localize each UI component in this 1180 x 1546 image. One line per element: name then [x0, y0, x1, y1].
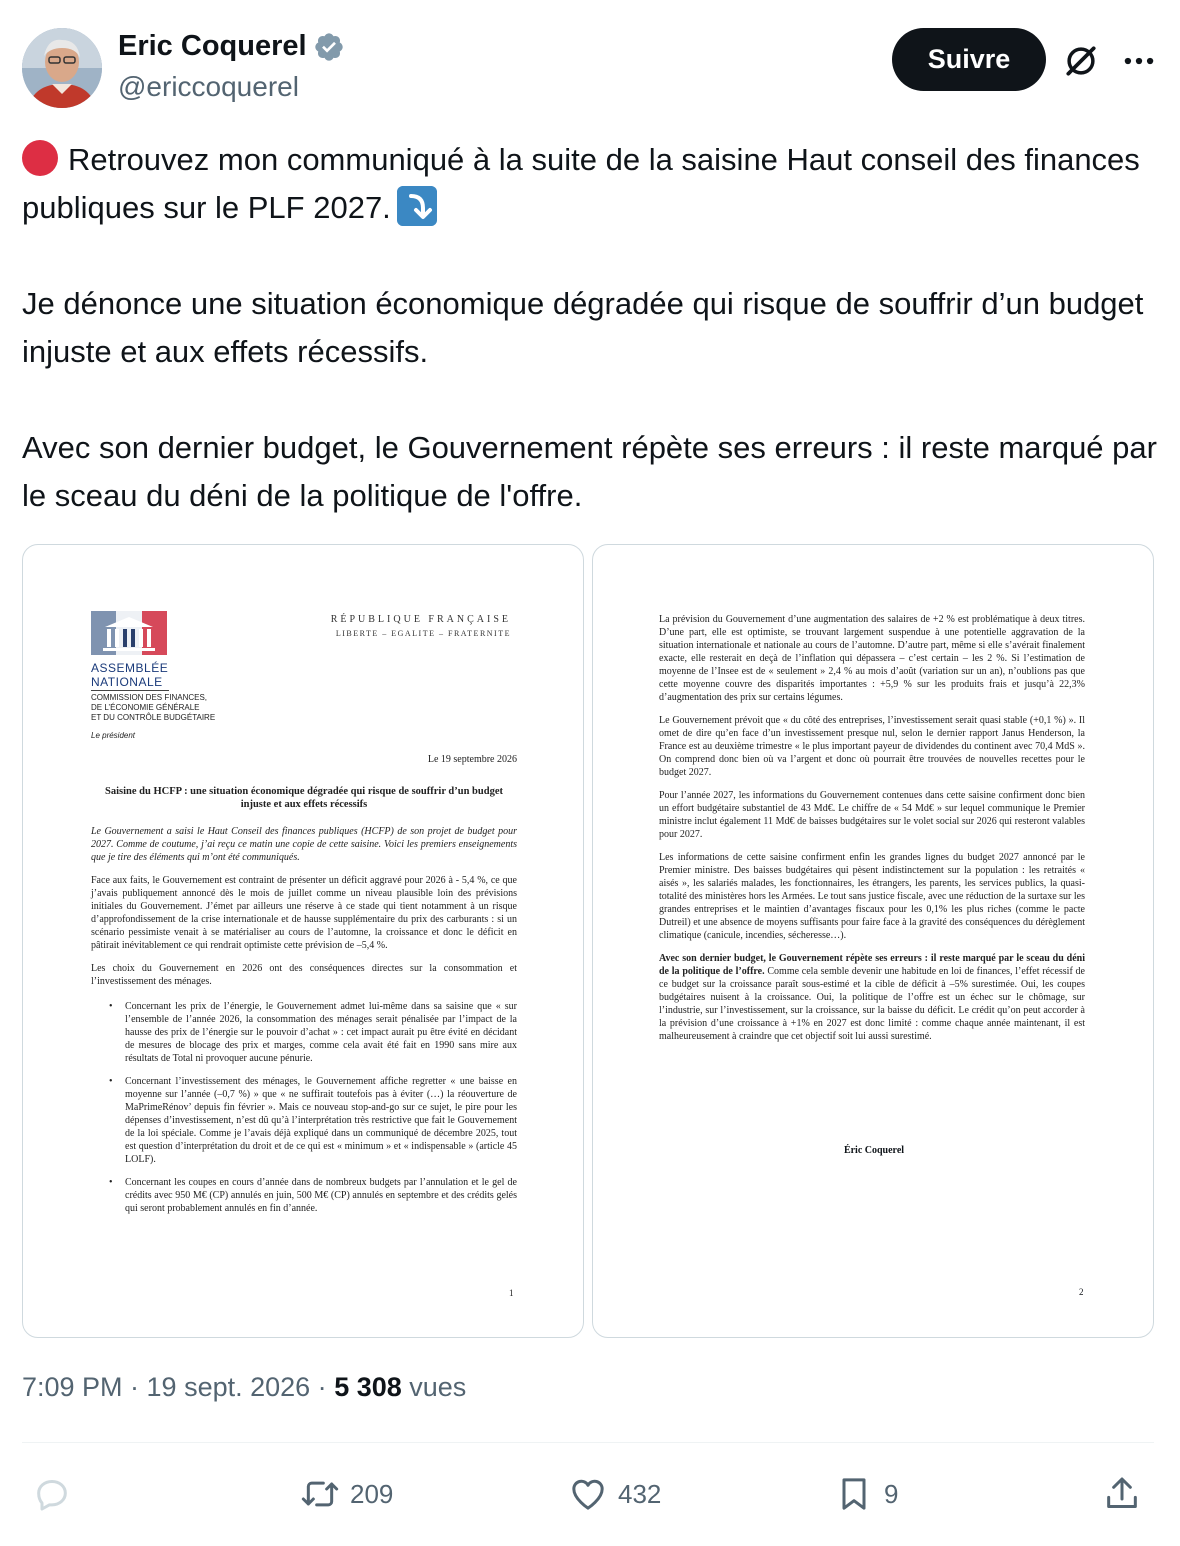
author-name[interactable]: Eric Coquerel: [118, 30, 307, 62]
views-count: 5 308: [334, 1372, 402, 1402]
bookmark-button[interactable]: [834, 1468, 898, 1520]
tweet-meta: [22, 1372, 466, 1403]
document-paragraph: Face aux faits, le Gouvernement est contraint de présenter un déficit aggravé pour 2026 à - 5,4 %, ce que j’avais publiquement annoncé dès le mois de juillet comme un niveau plausible loin des prévisions initiales du Gouvernement. J’émet par ailleurs une réserve à ce stade qui tient notamment à un risque d’approfondissement de la crise internationale et de hausse supplémentaire du prix des carburants : si un scénario pessimiste venait à se matérialiser au cours de l’automne, la croissance et donc le déficit en pâtirait inévitablement ce qui rendrait optimiste cette prévision de –5,4 %.: [91, 875, 517, 951]
conclusion-rest: Comme cela semble devenir une habitude en loi de finances, l’effet récessif de ce budget sur la croissance paraît sous-estimé et la cible de déficit à –5% surestimée. Oui, les coupes budgétaires nuisent à la croissance. Oui, la politique de l’offre est un échec sur le chômage, sur l’industrie, sur l’investissement, sur la croissance, sur la baisse du déficit. Le crédit qu’on peut accorder à la prévision d’une croissance à +1% en 2027 est donc limité : comme chaque année maintenant, il est malheureusement à craindre que cet objectif soit lui aussi surestimé.: [659, 966, 1085, 1042]
commission-name: [91, 693, 215, 723]
retweet-button[interactable]: [300, 1468, 393, 1520]
document-body-page-1: [91, 825, 517, 1215]
document-paragraph: Pour l’année 2027, les informations du Gouvernement contenues dans cette saisine confirment donc bien un effort budgétaire substantiel de 43 Md€. Le chiffre de « 54 Md€ » sur lequel communique le Premier ministre inclut également 11 Md€ de baisses budgétaires sur le volet social sur 2026 qui resteront valables pour 2027.: [659, 790, 1085, 840]
avatar[interactable]: [22, 28, 102, 108]
reply-icon: [32, 1474, 72, 1514]
page-number: 2: [1079, 1287, 1084, 1297]
more-options-icon[interactable]: [1120, 42, 1158, 80]
author-handle[interactable]: @ericcoquerel: [118, 71, 299, 102]
commission-line-3: ET DU CONTRÔLE BUDGÉTAIRE: [91, 713, 216, 722]
tweet-header: [22, 28, 1158, 108]
republique-motto: LIBERTE – EGALITE – FRATERNITE: [335, 629, 511, 638]
document-title: Saisine du HCFP : une situation économique dégradée qui risque de souffrir d’un budget injuste et aux effets récessifs: [105, 786, 503, 810]
verified-badge-icon[interactable]: [313, 31, 345, 63]
document-bullet: • Concernant l’investissement des ménages, le Gouvernement affiche regretter « une baisse en moyenne sur l’année (–0,7 %) » que « ne suffirait toutefois pas à éviter (…) la réouverture de MaPrimeRénov’ depuis fin février ». Mais ce nouveau stop-and-go sur ce sujet, le pire pour les dépenses d’investissement, n’est dû qu’à l’interprétation très restrictive que fait le Gouvernement de la loi spéciale. Comme je l’avais déjà expliqué dans un communiqué de décembre 2025, tout est question d’interprétation du droit et de ce qui est « minimum » et « indispensable » (article 45 LOLF).: [125, 1075, 517, 1166]
assemblee-name-line-2: NATIONALE: [91, 675, 163, 689]
tweet-timestamp[interactable]: 7:09 PM · 19 sept. 2026 ·: [22, 1372, 335, 1402]
retweet-count: 209: [350, 1478, 394, 1509]
document-paragraph: Les choix du Gouvernement en 2026 ont des conséquences directes sur la consommation et l’investissement des ménages.: [91, 963, 517, 987]
assemblee-nationale-logo: [91, 611, 171, 691]
document-bullet-list: [91, 1000, 517, 1215]
red-circle-emoji-icon: [22, 140, 58, 176]
commission-line-1: COMMISSION DES FINANCES,: [91, 693, 208, 702]
document-image-page-1[interactable]: [22, 544, 584, 1338]
document-paragraph: Les informations de cette saisine confirment enfin les grandes lignes du budget 2027 annoncé par le Premier ministre. Des baisses budgétaires qui pèsent indistinctement sur la population : les retraités « aisés », les salariés malades, les fonctionnaires, les étrangers, les parents, les services publics, la quasi-totalité des ministères hors les Armées. Le tout sans justice fiscale, avec une réduction de la surtaxe sur les grandes entreprises et le maintien d’avantages fiscaux pour les 0,1% les plus riches (comme le pacte Dutreil) et une absence de moyens suffisants pour faire face à la gravité des conséquences du dérèglement climatique (canicule, incendies, sécheresse…).: [659, 852, 1085, 941]
like-button[interactable]: [568, 1468, 661, 1520]
share-icon: [1102, 1474, 1142, 1514]
tweet-paragraph-3: Avec son dernier budget, le Gouvernement répète ses erreurs : il reste marqué par le sceau du déni de la politique de l'offre.: [22, 430, 1157, 513]
reply-button[interactable]: [32, 1468, 72, 1520]
bookmark-icon: [834, 1474, 874, 1514]
republique-francaise-header: RÉPUBLIQUE FRANÇAISE: [330, 614, 511, 625]
page-number: 1: [509, 1288, 514, 1298]
tweet-actions: [22, 1468, 1154, 1520]
document-date: Le 19 septembre 2026: [427, 754, 517, 765]
views-label: vues: [401, 1372, 467, 1402]
logo-rule: [91, 690, 169, 691]
document-paragraph: La prévision du Gouvernement d’une augmentation des salaires de +2 % est problématique à deux titres. D’une part, elle est optimiste, se trouvant largement suspendue à une potentielle aggravation de la situation internationale et nationale au cours de l’automne. D’autre part, même si elle s’avérait finalement exacte, elle resterait en deçà de l’inflation qui dépassera – c’est certain – les 2 %. Si l’estimation de moyenne de l’Insee est de « seulement » 2,4 % au mois d’août (variation sur un an), n’oublions pas que cette moyenne couvre des disparités importantes : +5,9 % sur les produits frais et jusqu’à 22,3% d’augmentation des prix sur certains légumes.: [659, 614, 1085, 703]
assemblee-name-line-1: ASSEMBLÉE: [91, 661, 169, 675]
retweet-icon: [300, 1474, 340, 1514]
tweet-paragraph-2: Je dénonce une situation économique dégradée qui risque de souffrir d’un budget injuste et aux effets récessifs.: [22, 286, 1144, 369]
signature: Éric Coquerel: [843, 1145, 905, 1156]
document-bullet: • Concernant les prix de l’énergie, le Gouvernement admet lui-même dans sa saisine que « sur l’ensemble de l’année 2026, la consommation des ménages serait pénalisée par l’impact de la hausse des prix de l’énergie sur le pouvoir d’achat » : cet impact aurait pu être évité en décidant de mesures de blocage des prix et marges, comme cela avait été fait en 1990 sans mire aux résultats de Total ni provoquer aucune pénurie.: [125, 1000, 517, 1065]
avatar-photo: [22, 28, 102, 108]
follow-button[interactable]: Suivre: [892, 28, 1046, 91]
heart-icon: [568, 1474, 608, 1514]
share-button[interactable]: [1102, 1468, 1142, 1520]
document-intro: Le Gouvernement a saisi le Haut Conseil des finances publiques (HCFP) de son projet de budget pour 2027. Comme de coutume, j’ai reçu ce matin une copie de cette saisine. Voici les premiers enseignements que je tire des éléments qui m’ont été communiqués.: [91, 826, 517, 863]
assemblee-nationale-emblem-icon: [91, 611, 167, 655]
arrow-down-right-emoji-icon: [397, 186, 437, 226]
le-president-label: Le président: [91, 731, 136, 740]
like-count: 432: [618, 1478, 662, 1509]
document-bullet: • Concernant les coupes en cours d’année dans de nombreux budgets par l’annulation et le gel de crédits avec 950 M€ (CP) annulés en juin, 500 M€ (CP) annulés en septembre et des crédits gelés qui seront probablement annulés en fin d’année.: [125, 1176, 517, 1215]
document-paragraph: Le Gouvernement prévoit que « du côté des entreprises, l’investissement serait quasi stable (+0,1 %) ». Il omet de dire qu’en face d’un investissement presque nul, selon le dernier rapport Janus Henderson, la France est au deuxième trimestre « le plus important payeur de dividendes du continent avec 70,4 MdS ». On comprend donc bien où va l’argent et donc où pourrait être trouvées de nouvelles recettes pour le budget 2027.: [659, 715, 1085, 778]
bookmark-count: 9: [884, 1478, 899, 1509]
document-image-page-2[interactable]: [592, 544, 1154, 1338]
commission-line-2: DE L’ÉCONOMIE GÉNÉRALE: [91, 703, 200, 712]
tweet-text: [22, 136, 1158, 520]
tweet-media: [22, 544, 1154, 1338]
divider: [22, 1442, 1154, 1443]
grok-icon[interactable]: [1062, 42, 1100, 80]
conclusion-bold: Avec son dernier budget, le Gouvernement répète ses erreurs : il reste marqué par le sceau du déni de la politique de l’offre.: [659, 953, 1085, 977]
document-body-page-2: [659, 613, 1085, 1043]
document-paragraph-conclusion: [659, 952, 1085, 1043]
tweet-line-1: Retrouvez mon communiqué à la suite de la saisine Haut conseil des finances publiques sur le PLF 2027.: [22, 142, 1140, 225]
